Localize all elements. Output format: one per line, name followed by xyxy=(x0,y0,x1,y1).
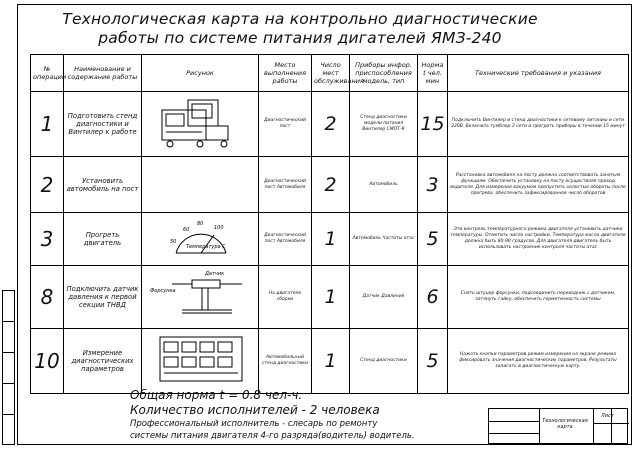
row-device: Стенд диагностики модели питания Винтилер СМОТ-К xyxy=(350,92,418,157)
profession-line-2: системы питания двигателя 4-го разряда(водитель) водитель. xyxy=(130,431,415,441)
table-row xyxy=(31,266,629,329)
title-block xyxy=(488,408,628,444)
row-norm: 5 xyxy=(418,329,448,394)
header-requirements: Технические требования и указания xyxy=(448,55,629,92)
row-num: 1 xyxy=(31,92,64,157)
gauge-label: Температура С xyxy=(186,244,226,250)
title-line-1: Технологическая карта на контрольно диагностические xyxy=(62,10,538,28)
row-operation: Измерение диагностических параметров xyxy=(64,329,142,394)
performers-total: Количество исполнителей - 2 человека xyxy=(130,403,380,417)
row-performers: 1 xyxy=(312,266,350,329)
table-header-row xyxy=(31,55,629,92)
row-performers: 2 xyxy=(312,92,350,157)
gauge-tick-80: 80 xyxy=(197,221,204,227)
header-place: Место выполнения работы xyxy=(259,55,312,92)
row-operation: Установить автомобиль на пост xyxy=(64,157,142,213)
measurement-panel-drawing xyxy=(142,329,259,394)
binding-strip xyxy=(2,290,15,445)
row-performers: 2 xyxy=(312,157,350,213)
row-num: 2 xyxy=(31,157,64,213)
row-operation: Подключить датчик давления к первой секции ТНВД xyxy=(64,266,142,329)
row-performers: 1 xyxy=(312,213,350,266)
stamp-sheet: Лист xyxy=(601,413,614,419)
header-device: Приборы инфор. приспособления модель, тип xyxy=(350,55,418,92)
page-title xyxy=(60,10,540,48)
pressure-sensor-drawing xyxy=(142,266,259,329)
empty-picture xyxy=(142,157,259,213)
gauge-tick-50: 50 xyxy=(170,239,177,245)
title-line-2: работы по системе питания дигателей ЯМЗ-240 xyxy=(98,29,502,47)
table-row xyxy=(31,329,629,394)
header-performers: Число мест обслуживания xyxy=(312,55,350,92)
row-num: 8 xyxy=(31,266,64,329)
row-norm: 5 xyxy=(418,213,448,266)
row-place: Диагностический пост Автомобиля xyxy=(259,213,312,266)
row-norm: 6 xyxy=(418,266,448,329)
row-operation: Подготовить стенд диагностики и Винтилер к работе xyxy=(64,92,142,157)
row-norm: 15 xyxy=(418,92,448,157)
row-performers: 1 xyxy=(312,329,350,394)
injector-label: Форсунка xyxy=(150,288,176,294)
stamp-title: Технологическая карта xyxy=(542,418,588,430)
row-device: Стенд диагностики xyxy=(350,329,418,394)
table-row xyxy=(31,213,629,266)
profession-line-1: Профессиональный исполнитель - слесарь по ремонту xyxy=(130,419,378,429)
row-place: На двигателе сборки xyxy=(259,266,312,329)
tech-card-table xyxy=(30,54,629,394)
row-norm: 3 xyxy=(418,157,448,213)
sensor-label: Датчик xyxy=(205,271,225,277)
row-requirements: Нажать кнопки параметров режим измерения на экране режима фиксировать значения диагностических параметров. Результаты записать в диагностическую карту. xyxy=(448,329,629,394)
row-operation: Прогреть двигатель xyxy=(64,213,142,266)
row-place: Диагностический пост xyxy=(259,92,312,157)
header-picture: Рисунок xyxy=(142,55,259,92)
header-num: № операции xyxy=(31,55,64,92)
row-requirements: Эти контроль температурного режима двигателя установить датчики температуры. Отметить число настройки. Температура масла двигателя должна быть 80-90 градусов. Для двигателя двигатель быть использовать настроение контроля частоты атас xyxy=(448,213,629,266)
table-row xyxy=(31,157,629,213)
header-norm: Норма t чел. мин xyxy=(418,55,448,92)
row-num: 10 xyxy=(31,329,64,394)
header-name: Наименование и содержание работы xyxy=(64,55,142,92)
row-requirements: Расстановка автомобиля на посту должна соответствовать занятым функциям. Обеспечить установку на посту осуществляя проход водителя. Для измерения вакуумом пропустить холостые обороты после прогрева, обеспечить зафиксированное число оборотов xyxy=(448,157,629,213)
row-device: Автомобиль xyxy=(350,157,418,213)
gauge-tick-60: 60 xyxy=(183,227,190,233)
row-place: Автомобильный стенд диагностики xyxy=(259,329,312,394)
norm-total: Общая норма t = 0.8 чел-ч. xyxy=(130,388,303,402)
diagnostic-stand-drawing xyxy=(142,92,259,157)
row-place: Диагностический пост Автомобиля xyxy=(259,157,312,213)
row-num: 3 xyxy=(31,213,64,266)
row-device: Автомобиль Частоты атас xyxy=(350,213,418,266)
row-device: Датчик Давления xyxy=(350,266,418,329)
row-requirements: Снять штуцер форсунки, подсоединить переходник с датчиком, затянуть гайку, обеспечить герметичность системы xyxy=(448,266,629,329)
row-requirements: Подключить Винтилер и стенд диагностики к сетевому питанию и сети 220В. Включить тумблер 3 сети и прогреть приборы в течении 15 минут xyxy=(448,92,629,157)
thermometer-gauge-drawing xyxy=(142,213,259,266)
gauge-tick-100: 100 xyxy=(214,225,224,231)
table-row xyxy=(31,92,629,157)
